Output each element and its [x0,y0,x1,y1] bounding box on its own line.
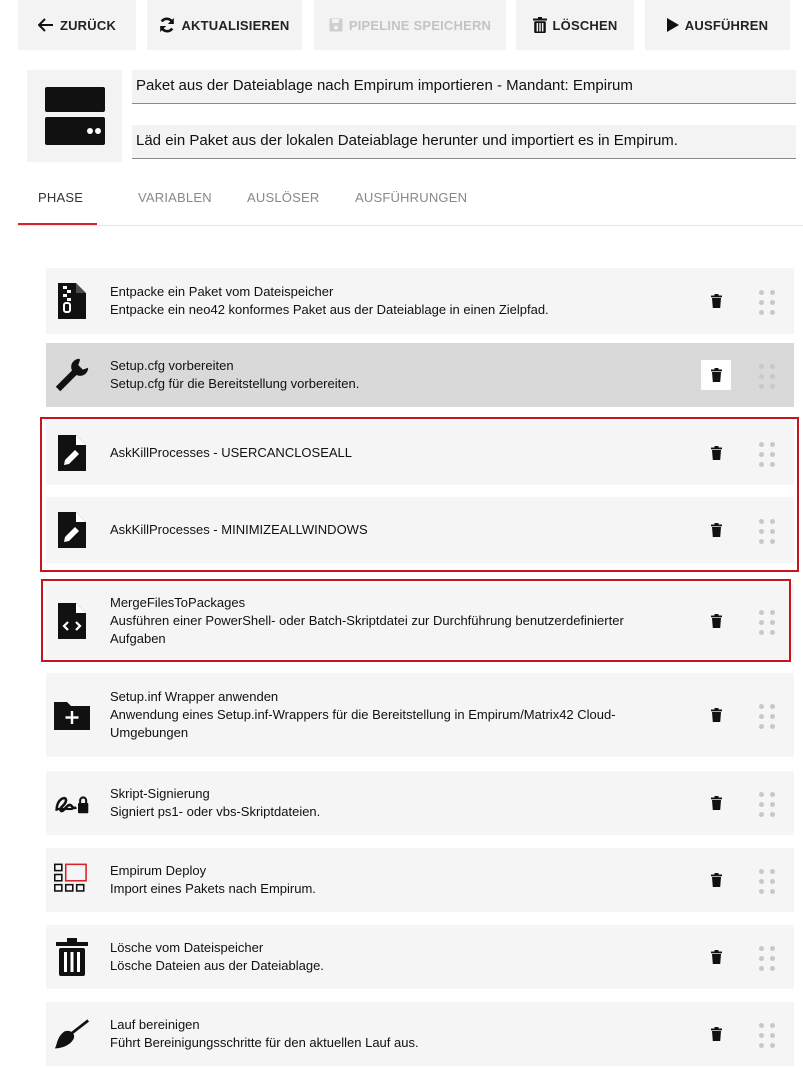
step-text [110,1016,670,1052]
delete-step-button[interactable] [701,700,731,730]
step-description: Import eines Pakets nach Empirum. [110,881,316,896]
delete-step-button[interactable] [701,606,731,636]
step-title: MergeFilesToPackages [110,595,246,610]
tab-divider [18,225,803,226]
trash-icon [711,708,722,722]
step-title: Entpacke ein Paket vom Dateispeicher [110,284,334,299]
empirum-grid-icon [54,862,90,898]
drag-handle[interactable] [756,441,776,465]
step-description: Setup.cfg für die Bereitstellung vorbereiten. [110,376,360,391]
step-askkill-minimizeallwindows[interactable] [46,497,794,563]
delete-step-button[interactable] [701,942,731,972]
drag-handle[interactable] [756,518,776,542]
arrow-left-icon [38,18,54,32]
delete-step-button[interactable] [701,865,731,895]
refresh-button[interactable] [147,0,302,50]
step-delete-from-storage[interactable] [46,925,794,989]
broom-icon [54,1016,90,1052]
trash-icon [711,950,722,964]
step-description: Entpacke ein neo42 konformes Paket aus der Dateiablage in einen Zielpfad. [110,302,549,317]
step-text [110,939,670,975]
trash-icon [711,873,722,887]
drag-handle[interactable] [756,703,776,727]
tab-triggers[interactable]: AUSLÖSER [247,190,320,205]
drag-handle[interactable] [756,289,776,313]
step-description: Anwendung eines Setup.inf-Wrappers für die Bereitstellung in Empirum/Matrix42 Cloud-Umgebungen [110,707,616,740]
file-code-icon [54,603,90,639]
wrench-icon [54,357,90,393]
drag-handle[interactable] [756,791,776,815]
step-title: Empirum Deploy [110,863,207,878]
pipeline-description-field[interactable]: Läd ein Paket aus der lokalen Dateiablage herunter und importiert es in Empirum. [132,125,796,159]
step-title: AskKillProcesses - MINIMIZEALLWINDOWS [110,522,368,537]
delete-step-button[interactable] [701,286,731,316]
step-script-signing[interactable] [46,771,794,835]
file-zip-icon [54,283,90,319]
step-title: Lösche vom Dateispeicher [110,940,264,955]
file-edit-icon [54,512,90,548]
trash-icon [711,523,722,537]
step-text [110,444,670,462]
step-title: Skript-Signierung [110,786,210,801]
server-icon [43,85,107,147]
delete-step-button[interactable] [701,360,731,390]
step-text [110,785,670,821]
step-text [110,594,670,648]
step-text [110,521,670,539]
tab-runs[interactable]: AUSFÜHRUNGEN [355,190,468,205]
step-setup-cfg[interactable] [46,343,794,407]
pipeline-icon-box [27,70,122,162]
trash-icon [711,614,722,628]
trash-icon [711,368,722,382]
step-text [110,688,670,742]
step-merge-files-to-packages[interactable] [46,583,794,659]
delete-button-label: LÖSCHEN [552,17,618,33]
tab-variables[interactable]: VARIABLEN [138,190,212,205]
step-description: Führt Bereinigungsschritte für den aktuellen Lauf aus. [110,1035,419,1050]
trash-can-icon [54,939,90,975]
step-text [110,357,670,393]
run-button[interactable] [645,0,790,50]
drag-handle[interactable] [756,609,776,633]
drag-handle[interactable] [756,945,776,969]
trash-icon [711,1027,722,1041]
trash-icon [533,17,547,33]
file-edit-icon [54,435,90,471]
step-cleanup-run[interactable] [46,1002,794,1066]
refresh-icon [159,17,175,33]
step-setup-inf-wrapper[interactable] [46,673,794,757]
step-description: Lösche Dateien aus der Dateiablage. [110,958,324,973]
save-pipeline-label: PIPELINE SPEICHERN [348,17,492,33]
step-text [110,283,670,319]
trash-icon [711,294,722,308]
toolbar [0,0,803,50]
trash-icon [711,796,722,810]
step-empirum-deploy[interactable] [46,848,794,912]
tab-phase[interactable]: PHASE [38,190,84,205]
step-title: Setup.inf Wrapper anwenden [110,689,279,704]
run-button-label: AUSFÜHREN [684,17,769,33]
back-button-label: ZURÜCK [59,17,117,33]
drag-handle[interactable] [756,363,776,387]
step-title: Setup.cfg vorbereiten [110,358,234,373]
delete-step-button[interactable] [701,788,731,818]
delete-button[interactable] [516,0,634,50]
step-unpack-package[interactable] [46,268,794,334]
delete-step-button[interactable] [701,1019,731,1049]
step-text [110,862,670,898]
step-askkill-usercancloseall[interactable] [46,421,794,485]
step-title: Lauf bereinigen [110,1017,200,1032]
step-title: AskKillProcesses - USERCANCLOSEALL [110,445,353,460]
refresh-button-label: AKTUALISIEREN [181,17,290,33]
delete-step-button[interactable] [701,438,731,468]
folder-plus-icon [54,697,90,733]
save-pipeline-button[interactable] [314,0,506,50]
signature-lock-icon [54,785,90,821]
active-tab-indicator [18,223,97,225]
play-icon [667,18,679,32]
step-description: Ausführen einer PowerShell- oder Batch-Skriptdatei zur Durchführung benutzerdefinierter Aufgaben [110,613,624,646]
delete-step-button[interactable] [701,515,731,545]
save-icon [329,18,343,32]
back-button[interactable] [18,0,136,50]
pipeline-title-field[interactable]: Paket aus der Dateiablage nach Empirum importieren - Mandant: Empirum [132,70,796,104]
trash-icon [711,446,722,460]
step-description: Signiert ps1- oder vbs-Skriptdateien. [110,804,321,819]
drag-handle[interactable] [756,1022,776,1046]
drag-handle[interactable] [756,868,776,892]
